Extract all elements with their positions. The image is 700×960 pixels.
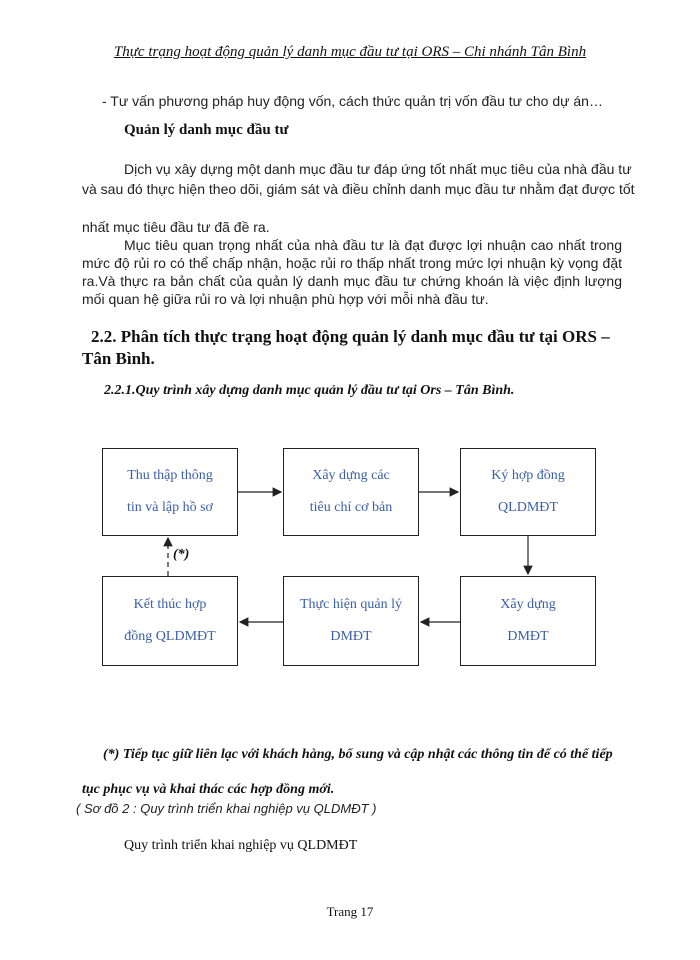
subheading: Quản lý danh mục đầu tư: [124, 122, 289, 138]
subsection-title: 2.2.1.Quy trình xây dựng danh mục quản lý đầu tư tại Ors – Tân Bình.: [104, 383, 515, 398]
paragraph-2: Mục tiêu quan trọng nhất của nhà đầu tư là đạt được lợi nhuận cao nhất trong mức độ rủi ro có thể chấp nhận, hoặc rủi ro thấp nhất trong mức lợi nhuận kỳ vọng đặt ra.Và thực ra bản chất của quản lý danh mục đầu tư chứng khoán là việc định lượng mối quan hệ giữa rủi ro và lợi nhuận phù hợp với mỗi nhà đầu tư.: [82, 237, 622, 307]
flow-box-build-criteria-line1: Xây dựng các: [312, 468, 390, 483]
page-number: Trang 17: [326, 904, 374, 919]
flow-box-collect-info-line2: tin và lập hồ sơ: [127, 500, 213, 515]
flow-box-sign-contract-line1: Ký hợp đồng: [491, 468, 565, 483]
paragraph-1-line-3: nhất mục tiêu đầu tư đã đề ra.: [82, 219, 270, 235]
page-header: Thực trạng hoạt động quản lý danh mục đầu tư tại ORS – Chi nhánh Tân Bình: [113, 44, 587, 60]
flow-box-manage-portfolio-line1: Thực hiện quản lý: [299, 597, 403, 612]
paragraph-1-line-1: Dịch vụ xây dựng một danh mục đầu tư đáp ứng tốt nhất mục tiêu của nhà đầu tư: [124, 161, 632, 177]
flow-box-end-contract-line1: Kết thúc hợp: [133, 597, 207, 612]
note-line-1: (*) Tiếp tục giữ liên lạc với khách hàng, bổ sung và cập nhật các thông tin để có thể tiếp: [103, 747, 613, 762]
flow-box-manage-portfolio-line2: DMĐT: [330, 629, 372, 644]
flow-box-build-portfolio-line1: Xây dựng: [500, 597, 556, 612]
section-title: 2.2. Phân tích thực trạng hoạt động quản lý danh mục đầu tư tại ORS – Tân Bình.: [82, 327, 610, 368]
flow-box-end-contract-line2: đồng QLDMĐT: [124, 629, 216, 644]
flow-box-sign-contract-line2: QLDMĐT: [498, 500, 558, 515]
flow-box-build-criteria-line2: tiêu chí cơ bản: [309, 500, 393, 515]
paragraph-1-line-2: và sau đó thực hiện theo dõi, giám sát và điều chỉnh danh mục đầu tư nhằm đạt được tốt: [82, 181, 635, 197]
diagram-caption: ( Sơ đồ 2 : Quy trình triển khai nghiệp vụ QLDMĐT ): [76, 801, 377, 816]
flow-box-build-portfolio-line2: DMĐT: [507, 629, 549, 644]
intro-bullet: - Tư vấn phương pháp huy động vốn, cách thức quản trị vốn đầu tư cho dự án…: [102, 93, 603, 109]
note-line-2: tục phục vụ và khai thác các hợp đồng mới.: [82, 782, 335, 797]
closing-text: Quy trình triển khai nghiệp vụ QLDMĐT: [124, 838, 358, 853]
dashed-arrow-label: (*): [173, 547, 190, 562]
flow-box-collect-info-line1: Thu thập thông: [127, 468, 213, 483]
